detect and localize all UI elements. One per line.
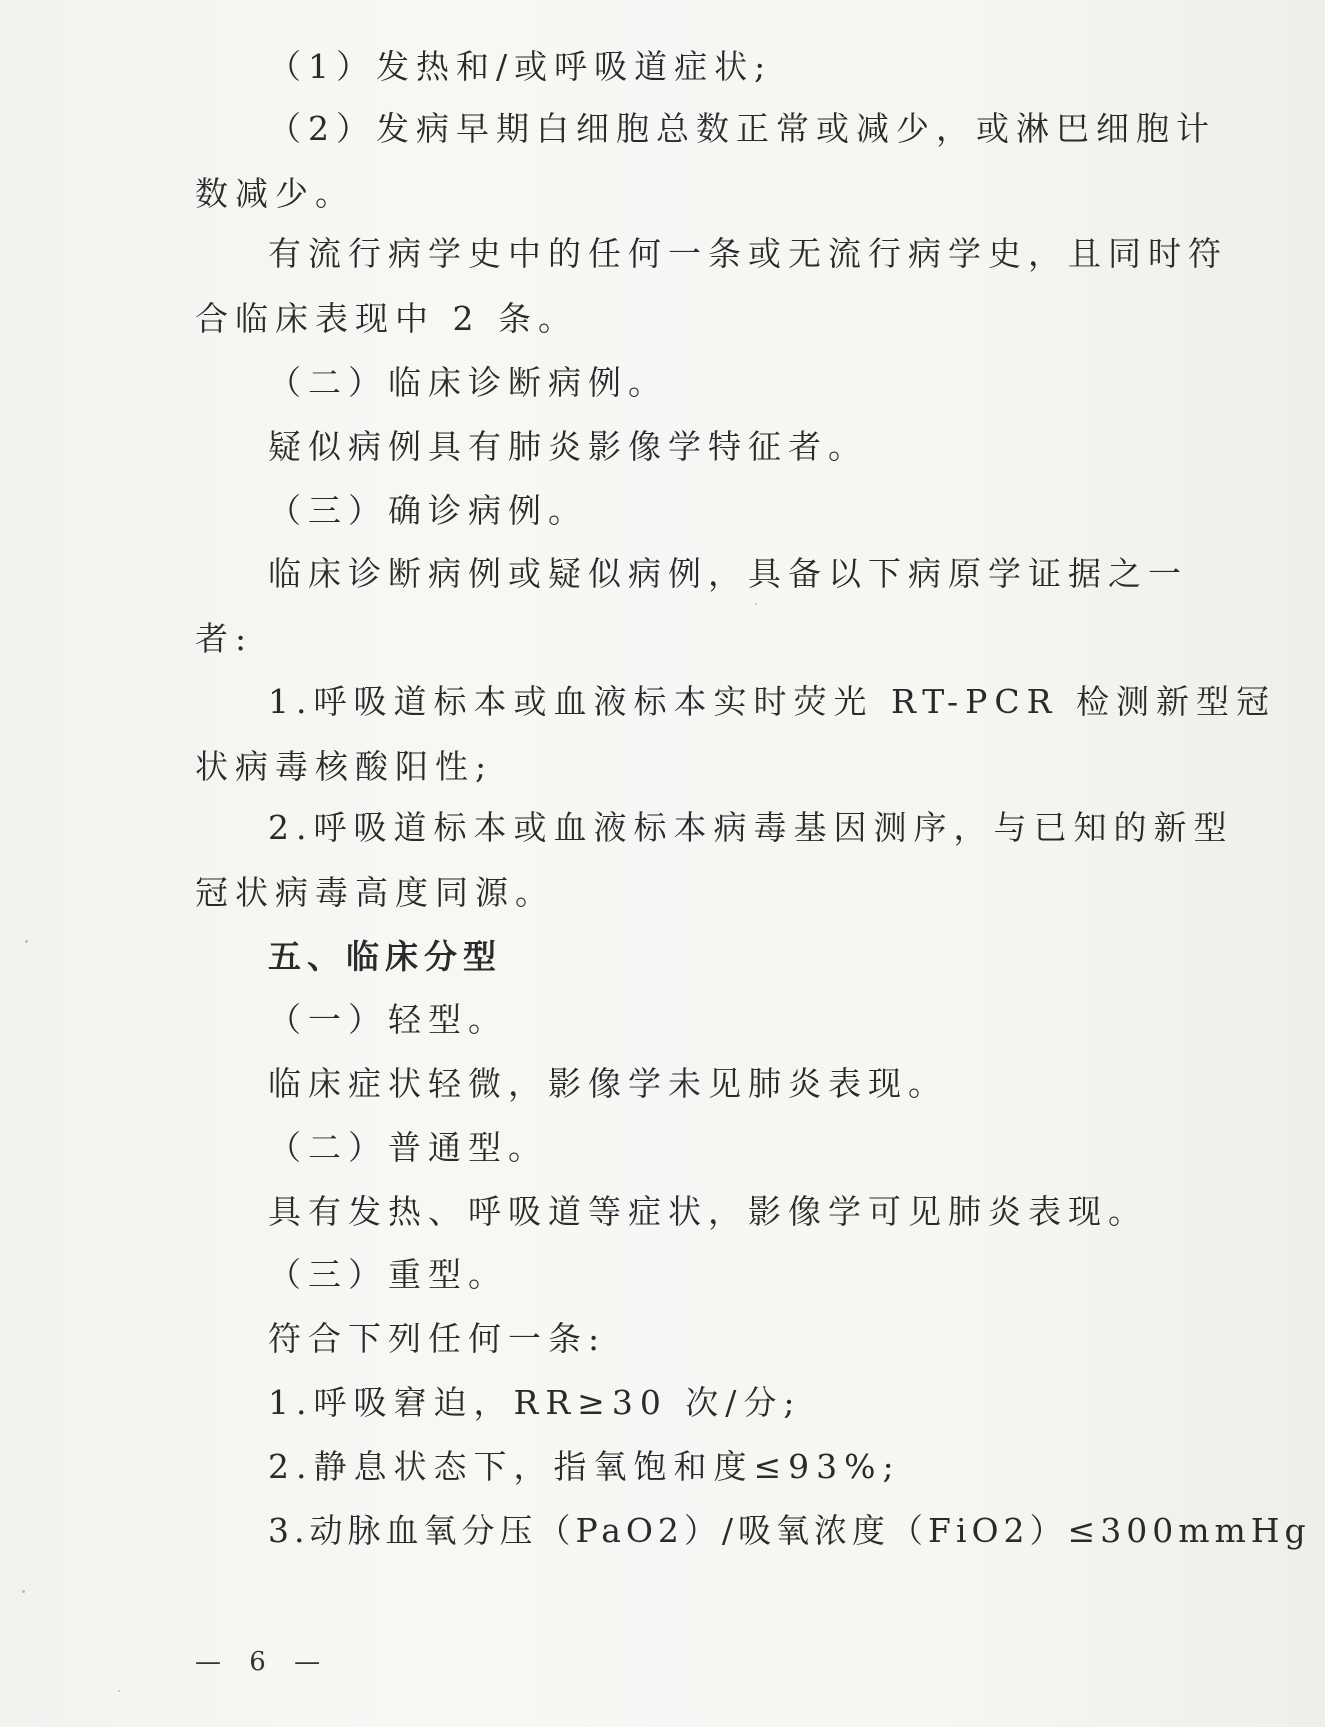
text-line: （1）发热和/或呼吸道症状;: [268, 47, 773, 86]
list-item: 3.动脉血氧分压（PaO2）/吸氧浓度（FiO2）≤300mmHg: [268, 1511, 1311, 1550]
section-heading: （三）重型。: [268, 1255, 508, 1294]
scan-speck: [755, 603, 757, 605]
text-line: 临床症状轻微，影像学未见肺炎表现。: [268, 1064, 948, 1103]
section-heading: （二）临床诊断病例。: [268, 363, 668, 402]
scan-speck: [22, 1590, 25, 1593]
text-line: （2）发病早期白细胞总数正常或减少，或淋巴细胞计: [268, 109, 1216, 148]
text-line: 具有发热、呼吸道等症状，影像学可见肺炎表现。: [268, 1192, 1148, 1231]
text-line: 有流行病学史中的任何一条或无流行病学史，且同时符: [268, 234, 1228, 273]
text-line: 状病毒核酸阳性;: [195, 747, 494, 786]
text-line: 冠状病毒高度同源。: [195, 873, 555, 912]
scan-speck: [118, 1690, 120, 1692]
text-line: 符合下列任何一条:: [268, 1319, 607, 1358]
list-item: 2.静息状态下，指氧饱和度≤93%;: [268, 1447, 901, 1486]
section-heading: （二）普通型。: [268, 1128, 548, 1167]
page-number: — 6 —: [195, 1647, 331, 1677]
list-item: 1.呼吸道标本或血液标本实时荧光 RT-PCR 检测新型冠: [268, 682, 1276, 721]
chapter-heading: 五、临床分型: [268, 937, 502, 976]
list-item: 2.呼吸道标本或血液标本病毒基因测序，与已知的新型: [268, 808, 1234, 847]
section-heading: （一）轻型。: [268, 1000, 508, 1039]
list-item: 1.呼吸窘迫，RR≥30 次/分;: [268, 1383, 802, 1422]
section-heading: （三）确诊病例。: [268, 491, 588, 530]
scan-speck: [25, 940, 28, 943]
text-line: 数减少。: [195, 174, 355, 213]
text-line: 临床诊断病例或疑似病例，具备以下病原学证据之一: [268, 554, 1188, 593]
text-line: 疑似病例具有肺炎影像学特征者。: [268, 427, 868, 466]
text-line: 者:: [195, 619, 254, 658]
text-line: 合临床表现中 2 条。: [195, 299, 578, 338]
